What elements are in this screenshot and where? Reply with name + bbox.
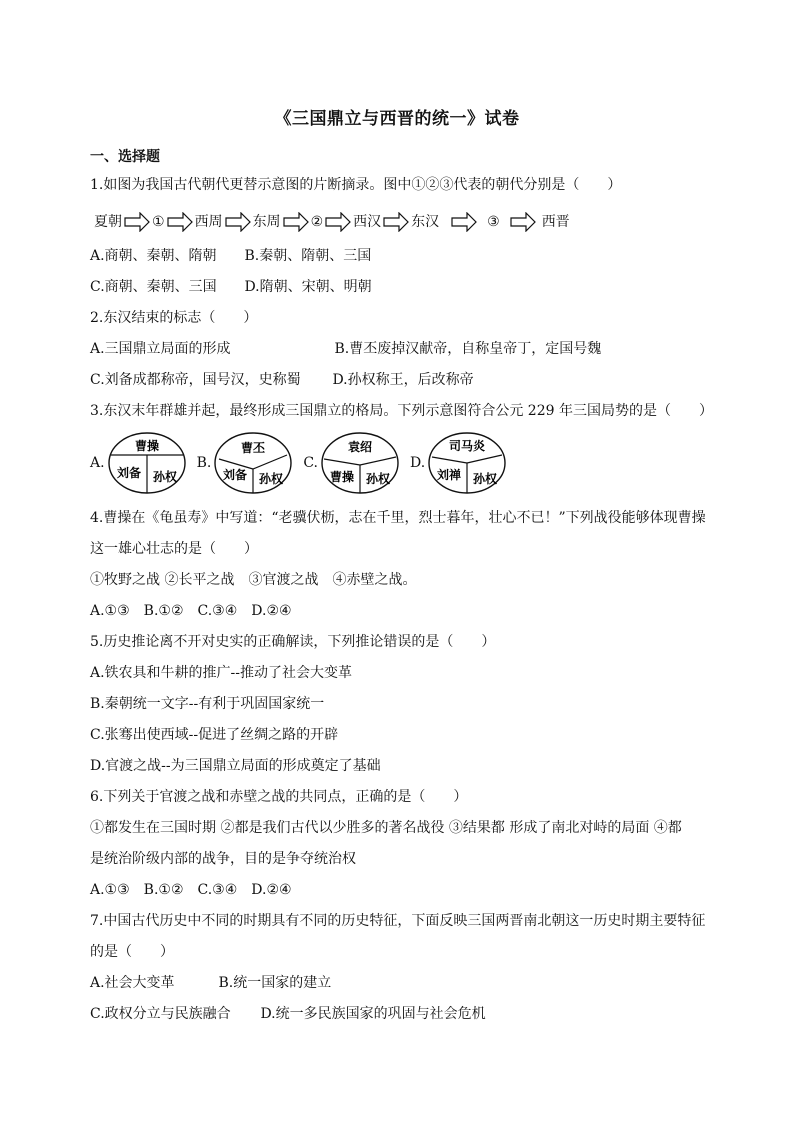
q6-items-line2: 是统治阶级内部的战争，目的是争夺统治权 <box>90 851 356 867</box>
left-ruler-label: 刘备 <box>116 466 141 480</box>
q7-stem-line1: 7.中国古代历史中不同的时期具有不同的历史特征，下面反映三国两晋南北朝这一历史时期主要特征 <box>90 913 706 929</box>
q4-stem-line1: 4.曹操在《龟虽寿》中写道：“老骥伏枥，志在千里，烈士暮年，壮心不已！”下列战役能够体现曹操 <box>90 510 706 526</box>
q7-stem-line2: 的是（ ） <box>90 944 174 960</box>
q3-option-b[interactable] <box>197 431 294 495</box>
q7-option-d[interactable]: D.统一多民族国家的巩固与社会危机 <box>260 1006 486 1022</box>
timeline-label: 西周 <box>194 213 223 230</box>
top-ruler-label: 司马炎 <box>449 439 486 453</box>
three-kingdoms-circle-diagram <box>107 431 187 495</box>
option-letter: A. <box>90 454 105 471</box>
q1-option-a[interactable]: A.商朝、秦朝、隋朝 <box>90 248 217 264</box>
q2-option-d[interactable]: D.孙权称王，后改称帝 <box>332 372 474 388</box>
option-letter: D. <box>409 454 426 471</box>
timeline-label: ① <box>152 213 165 230</box>
q5-option-b[interactable]: B.秦朝统一文字--有利于巩固国家统一 <box>90 696 325 712</box>
left-ruler-label: 刘禅 <box>437 468 462 482</box>
top-ruler-label: 袁绍 <box>347 440 372 454</box>
right-ruler-label: 孙权 <box>473 472 498 486</box>
timeline-label: 西晋 <box>541 213 570 230</box>
q2-option-c[interactable]: C.刘备成都称帝，国号汉，史称蜀 <box>90 372 301 388</box>
q1-option-d[interactable]: D.隋朝、宋朝、明朝 <box>244 279 372 295</box>
q1-stem: 1.如图为我国古代朝代更替示意图的片断摘录。图中①②③代表的朝代分别是（ ） <box>90 177 622 193</box>
right-ruler-label: 孙权 <box>259 472 284 486</box>
q2-options-row2 <box>90 365 704 396</box>
left-ruler-label: 曹操 <box>329 470 354 484</box>
q7-option-a[interactable]: A.社会大变革 <box>90 975 175 991</box>
three-kingdoms-circle-diagram <box>320 431 400 495</box>
q7-options-row2 <box>90 999 704 1030</box>
q2-option-a[interactable]: A.三国鼎立局面的形成 <box>90 341 231 357</box>
arrow-right-icon <box>167 212 193 232</box>
q5-option-d[interactable]: D.官渡之战--为三国鼎立局面的形成奠定了基础 <box>90 758 381 774</box>
arrow-right-icon <box>124 212 150 232</box>
q1-options-row2 <box>90 272 704 303</box>
q3-option-c[interactable] <box>303 431 400 495</box>
q1-option-b[interactable]: B.秦朝、隋朝、三国 <box>244 248 372 264</box>
arrow-right-icon <box>325 212 351 232</box>
right-ruler-label: 孙权 <box>152 470 177 484</box>
q7-option-b[interactable]: B.统一国家的建立 <box>218 975 332 991</box>
timeline-label: 东汉 <box>411 213 440 230</box>
q3-option-d[interactable] <box>410 431 507 495</box>
arrow-right-icon <box>225 212 251 232</box>
three-kingdoms-circle-diagram <box>213 431 293 495</box>
timeline-label: 夏朝 <box>94 213 122 230</box>
q6-stem: 6.下列关于官渡之战和赤壁之战的共同点，正确的是（ ） <box>90 789 468 805</box>
three-kingdoms-circle-diagram <box>427 431 507 495</box>
q3-stem: 3.东汉末年群雄并起，最终形成三国鼎立的格局。下列示意图符合公元 229 年三国局势的是（ ） <box>90 403 713 419</box>
timeline-label: 西汉 <box>353 213 382 230</box>
top-ruler-label: 曹操 <box>134 439 159 453</box>
q1-options-row1 <box>90 241 704 272</box>
top-ruler-label: 曹丕 <box>241 441 266 455</box>
q6-items-line1: ①都发生在三国时期 ②都是我们古代以少胜多的著名战役 ③结果都 形成了南北对峙的局面 ④都 <box>90 820 682 836</box>
option-letter: C. <box>303 454 318 471</box>
section-heading: 一、选择题 <box>90 149 160 165</box>
timeline-label: 东周 <box>252 213 281 230</box>
q1-option-c[interactable]: C.商朝、秦朝、三国 <box>90 279 217 295</box>
timeline-label: ③ <box>487 213 500 230</box>
arrow-right-icon <box>510 212 536 232</box>
arrow-right-icon <box>383 212 409 232</box>
right-ruler-label: 孙权 <box>365 472 390 486</box>
timeline-label: ② <box>310 213 324 230</box>
q3-option-a[interactable] <box>90 431 187 495</box>
q4-stem-line2: 这一雄心壮志的是（ ） <box>90 541 258 557</box>
option-letter: B. <box>196 454 212 471</box>
arrow-right-icon <box>451 212 477 232</box>
q6-options[interactable]: A.①③ B.①② C.③④ D.②④ <box>90 882 292 898</box>
dynasty-timeline <box>94 203 704 241</box>
q5-option-c[interactable]: C.张骞出使西域--促进了丝绸之路的开辟 <box>90 727 339 743</box>
q7-option-c[interactable]: C.政权分立与民族融合 <box>90 1006 231 1022</box>
arrow-right-icon <box>283 212 309 232</box>
q2-option-b[interactable]: B.曹丕废掉汉献帝，自称皇帝丁，定国号魏 <box>334 341 602 357</box>
question-list <box>90 170 713 1030</box>
q5-option-a[interactable]: A.铁农具和牛耕的推广--推动了社会大变革 <box>90 665 353 681</box>
q4-options[interactable]: A.①③ B.①② C.③④ D.②④ <box>90 603 292 619</box>
q2-stem: 2.东汉结束的标志（ ） <box>90 310 258 326</box>
q4-items: ①牧野之战 ②长平之战 ③官渡之战 ④赤壁之战。 <box>90 572 417 588</box>
q5-stem: 5.历史推论离不开对史实的正确解读，下列推论错误的是（ ） <box>90 634 496 650</box>
q3-diagram-options <box>90 429 704 497</box>
q2-options-row1 <box>90 334 704 365</box>
page-title: 《三国鼎立与西晋的统一》试卷 <box>274 109 520 129</box>
left-ruler-label: 刘备 <box>223 468 248 482</box>
q7-options-row1 <box>90 968 704 999</box>
